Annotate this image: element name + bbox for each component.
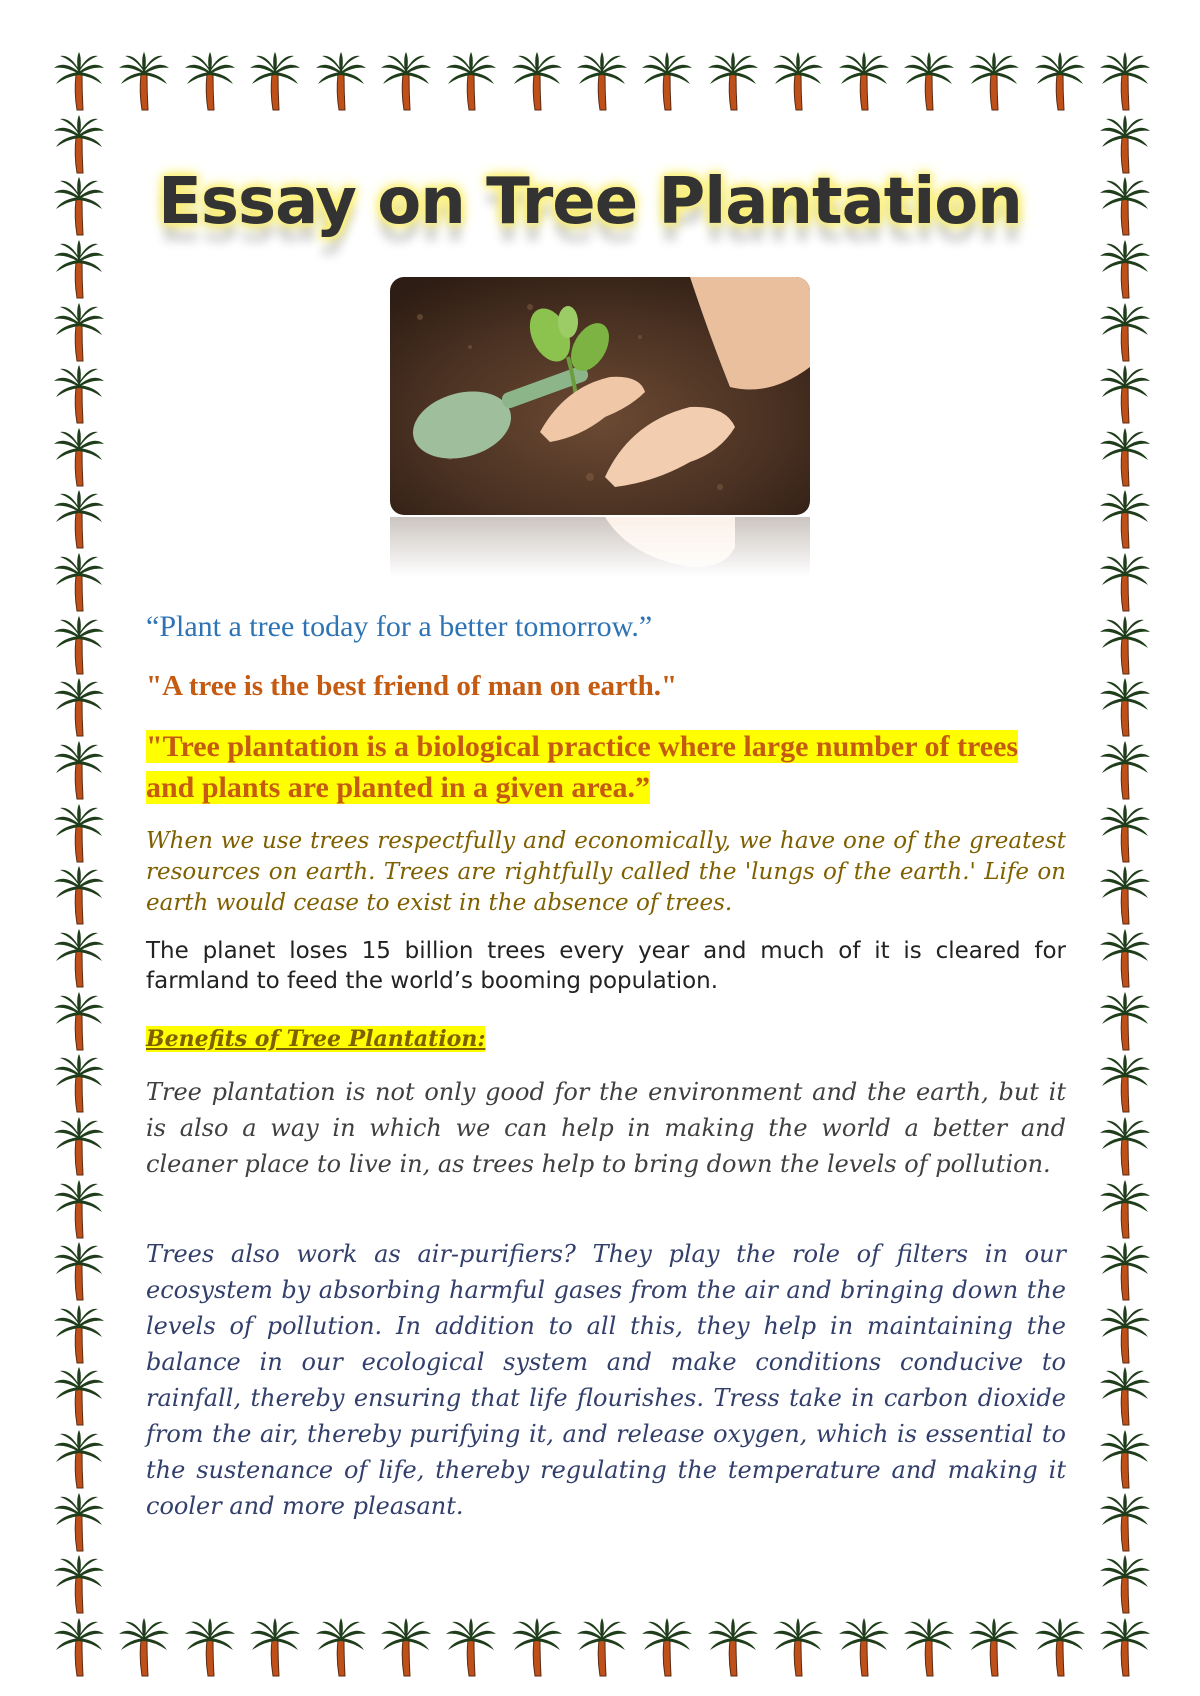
palm-tree-icon <box>52 1117 106 1177</box>
palm-tree-icon <box>1098 741 1152 801</box>
palm-tree-icon <box>1098 1242 1152 1302</box>
palm-tree-icon <box>52 1180 106 1240</box>
benefits-heading: Benefits of Tree Plantation: <box>146 1026 486 1052</box>
palm-tree-icon <box>706 1618 760 1678</box>
paragraph-lungs-of-earth: When we use trees respectfully and economically, we have one of the greatest resources on earth. Trees are rightfully called the 'lungs of the earth.' Life on earth would cease to exist in the absence of trees. <box>146 828 1066 916</box>
palm-tree-icon <box>52 1367 106 1427</box>
palm-tree-icon <box>379 1618 433 1678</box>
palm-tree-icon <box>902 1618 956 1678</box>
palm-tree-icon <box>248 52 302 112</box>
palm-tree-icon <box>52 240 106 300</box>
palm-tree-icon <box>52 929 106 989</box>
palm-tree-icon <box>52 177 106 237</box>
palm-tree-icon <box>1098 428 1152 488</box>
palm-tree-icon <box>837 1618 891 1678</box>
palm-tree-icon <box>1098 52 1152 112</box>
palm-tree-icon <box>52 490 106 550</box>
palm-tree-icon <box>444 1618 498 1678</box>
palm-tree-icon <box>510 1618 564 1678</box>
palm-tree-icon <box>1098 1305 1152 1365</box>
palm-tree-icon <box>575 52 629 112</box>
palm-tree-icon <box>52 992 106 1052</box>
palm-tree-icon <box>183 1618 237 1678</box>
palm-tree-icon <box>52 741 106 801</box>
palm-tree-icon <box>1033 1618 1087 1678</box>
palm-tree-icon <box>1098 992 1152 1052</box>
palm-tree-icon <box>52 52 106 112</box>
palm-tree-icon <box>1098 678 1152 738</box>
palm-tree-icon <box>52 115 106 175</box>
palm-tree-icon <box>1098 240 1152 300</box>
palm-tree-icon <box>117 1618 171 1678</box>
palm-tree-icon <box>52 365 106 425</box>
quote-better-tomorrow: “Plant a tree today for a better tomorrow.” <box>146 610 653 643</box>
palm-tree-icon <box>183 52 237 112</box>
palm-tree-icon <box>967 52 1021 112</box>
palm-tree-icon <box>379 52 433 112</box>
quote-definition <box>146 726 1066 808</box>
palm-tree-icon <box>314 52 368 112</box>
photo-reflection <box>390 517 810 577</box>
palm-tree-icon <box>314 1618 368 1678</box>
palm-tree-icon <box>52 303 106 363</box>
palm-tree-icon <box>771 1618 825 1678</box>
palm-tree-icon <box>444 52 498 112</box>
palm-tree-icon <box>1098 1493 1152 1553</box>
palm-tree-icon <box>1098 365 1152 425</box>
palm-tree-icon <box>52 804 106 864</box>
palm-tree-icon <box>52 553 106 613</box>
palm-tree-icon <box>1098 929 1152 989</box>
palm-tree-icon <box>706 52 760 112</box>
palm-tree-icon <box>967 1618 1021 1678</box>
palm-tree-icon <box>1098 490 1152 550</box>
palm-tree-icon <box>837 52 891 112</box>
palm-tree-icon <box>1098 1618 1152 1678</box>
palm-tree-icon <box>1098 1117 1152 1177</box>
paragraph-benefit-environment: Tree plantation is not only good for the environment and the earth, but it is also a way in which we can help in making the world a better and cleaner place to live in, as trees help to bring down the levels of pollution. <box>146 1078 1066 1178</box>
palm-tree-icon <box>52 1618 106 1678</box>
palm-tree-icon <box>510 52 564 112</box>
palm-tree-icon <box>1098 303 1152 363</box>
quote-definition-text: "Tree plantation is a biological practice where large number of trees and plants are planted in a given area.” <box>146 730 1019 804</box>
palm-tree-icon <box>52 1305 106 1365</box>
palm-tree-icon <box>52 616 106 676</box>
palm-tree-icon <box>1098 115 1152 175</box>
palm-tree-icon <box>52 1242 106 1302</box>
palm-tree-icon <box>117 52 171 112</box>
palm-tree-icon <box>1033 52 1087 112</box>
palm-tree-icon <box>575 1618 629 1678</box>
palm-tree-icon <box>902 52 956 112</box>
palm-tree-icon <box>1098 616 1152 676</box>
seedling-image <box>390 277 810 515</box>
palm-tree-icon <box>248 1618 302 1678</box>
palm-tree-icon <box>52 678 106 738</box>
palm-tree-icon <box>52 428 106 488</box>
palm-tree-icon <box>640 1618 694 1678</box>
palm-tree-icon <box>1098 804 1152 864</box>
palm-tree-icon <box>52 1493 106 1553</box>
palm-tree-icon <box>1098 1180 1152 1240</box>
palm-tree-icon <box>52 1054 106 1114</box>
palm-tree-icon <box>1098 1555 1152 1615</box>
palm-tree-icon <box>771 52 825 112</box>
quote-best-friend: "A tree is the best friend of man on earth." <box>146 670 678 702</box>
planting-photo <box>390 277 810 577</box>
palm-tree-icon <box>52 1430 106 1490</box>
palm-tree-icon <box>1098 1430 1152 1490</box>
paragraph-tree-loss: The planet loses 15 billion trees every year and much of it is cleared for farmland to feed the world’s booming population. <box>146 938 1066 994</box>
palm-tree-icon <box>52 866 106 926</box>
palm-tree-icon <box>1098 1054 1152 1114</box>
palm-tree-icon <box>1098 553 1152 613</box>
palm-tree-icon <box>1098 1367 1152 1427</box>
palm-tree-icon <box>1098 177 1152 237</box>
palm-tree-icon <box>1098 866 1152 926</box>
page-title: Essay on Tree Plantation <box>158 165 1022 239</box>
palm-tree-icon <box>640 52 694 112</box>
paragraph-benefit-air-purifiers: Trees also work as air-purifiers? They play the role of filters in our ecosystem by absorbing harmful gases from the air and bringing down the levels of pollution. In addition to all this, they help in maintaining the balance in our ecological system and make conditions conducive to rainfall, thereby ensuring that life flourishes. Tress take in carbon dioxide from the air, thereby purifying it, and release oxygen, which is essential to the sustenance of life, thereby regulating the temperature and making it cooler and more pleasant. <box>146 1240 1066 1520</box>
palm-tree-icon <box>52 1555 106 1615</box>
